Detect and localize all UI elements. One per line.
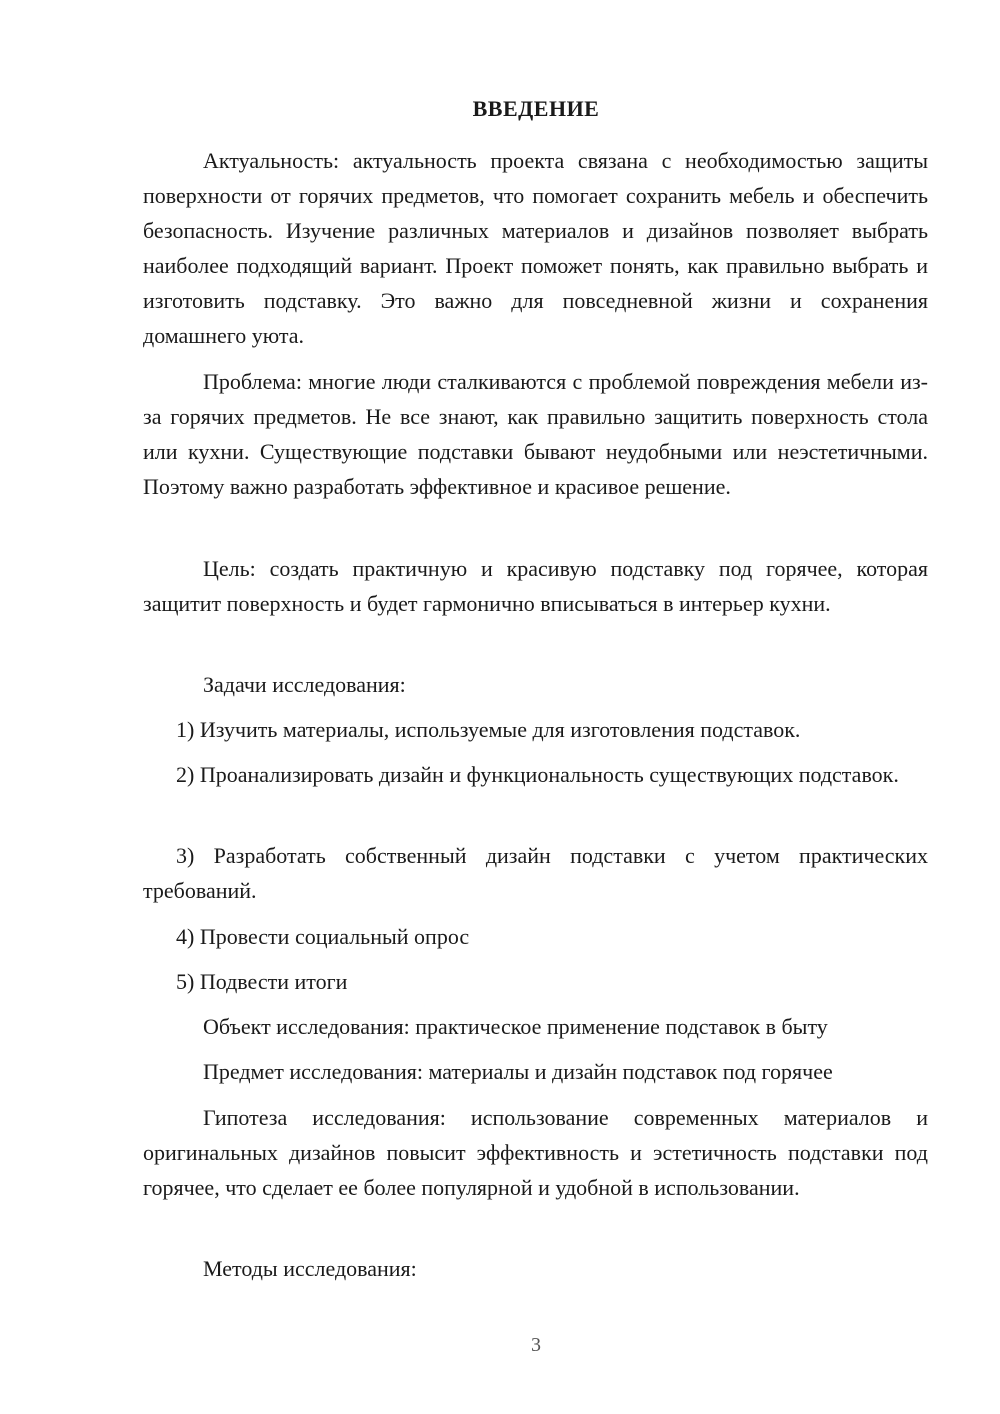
task-item-1: 1) Изучить материалы, используемые для изготовления подставок. bbox=[176, 717, 801, 742]
page-number: 3 bbox=[531, 1334, 541, 1356]
goal-paragraph: Цель: создать практичную и красивую подставку под горячее, которая защитит поверхность и будет гармонично вписываться в интерьер кухни. bbox=[143, 556, 928, 616]
task-item-5: 5) Подвести итоги bbox=[176, 969, 348, 994]
hypothesis-paragraph: Гипотеза исследования: использование современных материалов и оригинальных дизайнов повысит эффективность и эстетичность подставки под горячее, что сделает ее более популярной и удобной в использовании. bbox=[143, 1105, 928, 1200]
tasks-heading: Задачи исследования: bbox=[203, 672, 406, 697]
task-item-2: 2) Проанализировать дизайн и функциональность существующих подставок. bbox=[176, 762, 899, 787]
page-title: ВВЕДЕНИЕ bbox=[472, 96, 600, 121]
object-paragraph: Объект исследования: практическое применение подставок в быту bbox=[203, 1014, 828, 1039]
relevance-paragraph: Актуальность: актуальность проекта связана с необходимостью защиты поверхности от горячих предметов, что помогает сохранить мебель и обеспечить безопасность. Изучение различных материалов и дизайнов позволяет выбрать наиболее подходящий вариант. Проект поможет понять, как правильно выбрать и изготовить подставку. Это важно для повседневной жизни и сохранения домашнего уюта. bbox=[143, 148, 928, 348]
problem-paragraph: Проблема: многие люди сталкиваются с проблемой повреждения мебели из-за горячих предметов. Не все знают, как правильно защитить поверхность стола или кухни. Существующие подставки бывают неудобными или неэстетичными. Поэтому важно разработать эффективное и красивое решение. bbox=[143, 369, 928, 499]
subject-paragraph: Предмет исследования: материалы и дизайн подставок под горячее bbox=[203, 1059, 833, 1084]
task-item-4: 4) Провести социальный опрос bbox=[176, 924, 470, 949]
methods-heading: Методы исследования: bbox=[203, 1256, 417, 1281]
task-item-3: 3) Разработать собственный дизайн подставки с учетом практических требований. bbox=[143, 843, 928, 903]
